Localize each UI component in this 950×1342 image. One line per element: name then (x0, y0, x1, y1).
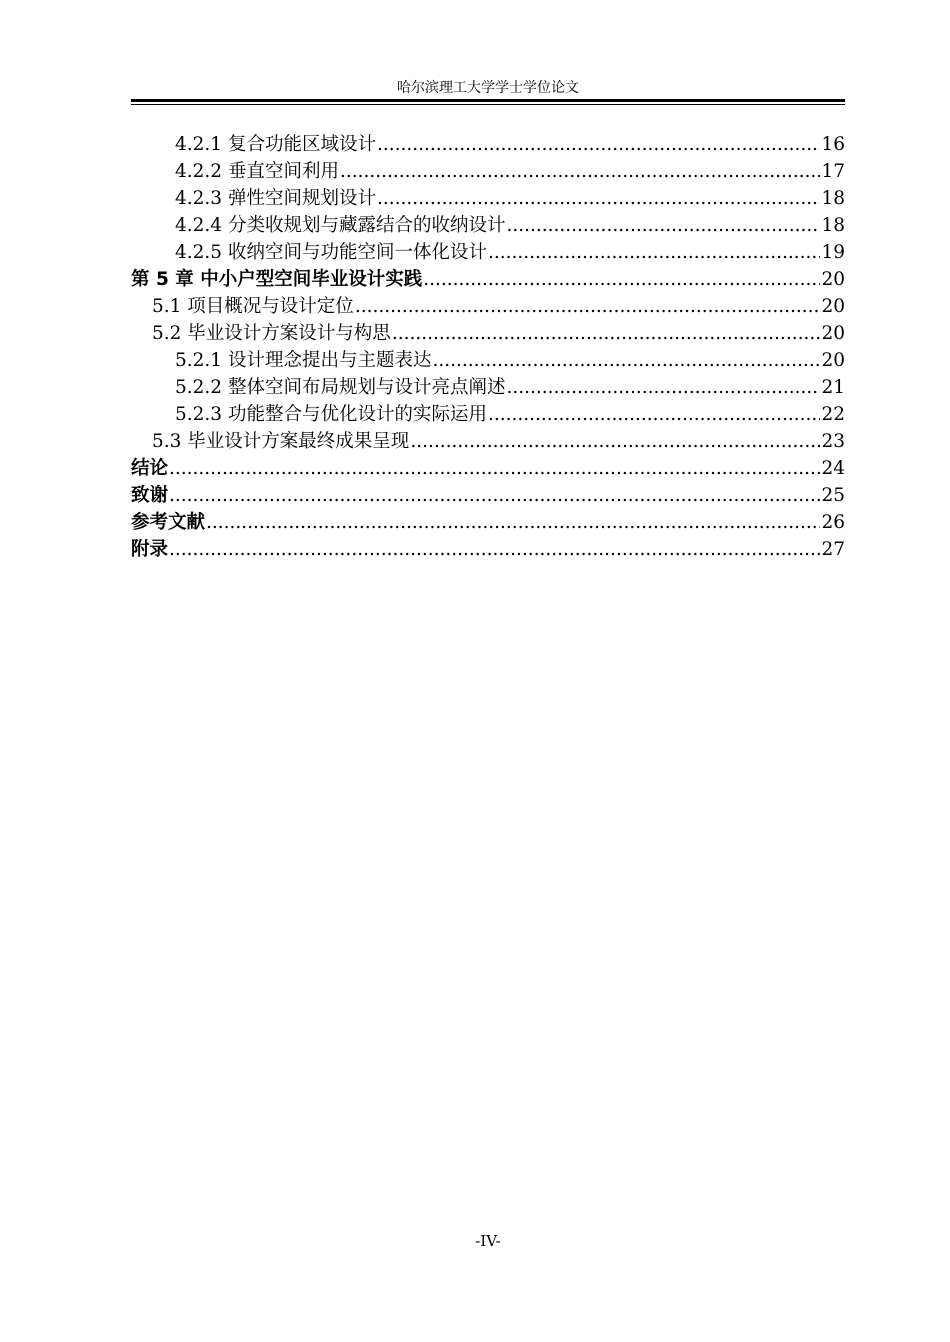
toc-entry-page-number: 20 (821, 296, 845, 317)
toc-entry-page-number: 16 (821, 134, 845, 155)
toc-dot-leader (506, 374, 820, 401)
toc-entry-page-number: 19 (821, 242, 845, 263)
toc-entry[interactable] (131, 482, 845, 509)
toc-dot-leader (377, 185, 820, 212)
toc-entry-page-number: 20 (821, 350, 845, 371)
toc-entry[interactable] (131, 374, 845, 401)
toc-dot-leader (377, 131, 820, 158)
toc-dot-leader (340, 158, 820, 185)
toc-entry-page-number: 17 (821, 161, 845, 182)
page-number: -IV- (475, 1232, 501, 1250)
toc-entry[interactable] (131, 401, 845, 428)
header-rule-thin (131, 104, 845, 105)
toc-entry[interactable] (131, 266, 845, 293)
toc-entry-page-number: 20 (821, 323, 845, 344)
toc-entry-page-number: 18 (821, 188, 845, 209)
toc-dot-leader (392, 320, 821, 347)
toc-entry[interactable] (131, 212, 845, 239)
toc-entry-page-number: 21 (821, 377, 845, 398)
toc-entry[interactable] (131, 239, 845, 266)
toc-entry-label: 5.2.3 功能整合与优化设计的实际运用 (175, 404, 487, 425)
toc-entry-label: 5.2 毕业设计方案设计与构思 (152, 323, 391, 344)
toc-entry[interactable] (131, 509, 845, 536)
toc-entry[interactable] (131, 320, 845, 347)
toc-dot-leader (169, 482, 820, 509)
toc-entry-label: 5.2.1 设计理念提出与主题表达 (175, 350, 432, 371)
header-rule-thick (131, 99, 845, 102)
toc-entry[interactable] (131, 536, 845, 563)
toc-entry-label: 参考文献 (131, 512, 206, 533)
toc-dot-leader (169, 536, 820, 563)
toc-entry-label: 5.1 项目概况与设计定位 (152, 296, 354, 317)
toc-entry-label: 4.2.2 垂直空间利用 (175, 161, 339, 182)
toc-entry[interactable] (131, 428, 845, 455)
toc-entry-page-number: 18 (821, 215, 845, 236)
toc-dot-leader (423, 266, 820, 293)
toc-dot-leader (432, 347, 820, 374)
toc-entry-label: 附录 (131, 539, 169, 560)
toc-entry-page-number: 27 (821, 539, 845, 560)
toc-entry-label: 4.2.3 弹性空间规划设计 (175, 188, 376, 209)
toc-entry-label: 致谢 (131, 485, 169, 506)
toc-entry-label: 4.2.5 收纳空间与功能空间一体化设计 (175, 242, 487, 263)
toc-entry-label: 结论 (131, 458, 169, 479)
toc-entry-label: 5.2.2 整体空间布局规划与设计亮点阐述 (175, 377, 506, 398)
toc-dot-leader (410, 428, 820, 455)
toc-dot-leader (488, 401, 820, 428)
toc-entry[interactable] (131, 455, 845, 482)
table-of-contents (131, 131, 845, 563)
toc-entry-label: 4.2.1 复合功能区域设计 (175, 134, 376, 155)
toc-dot-leader (506, 212, 820, 239)
toc-entry-label: 5.3 毕业设计方案最终成果呈现 (152, 431, 410, 452)
toc-entry-page-number: 26 (821, 512, 845, 533)
toc-entry[interactable] (131, 158, 845, 185)
toc-dot-leader (355, 293, 821, 320)
toc-dot-leader (488, 239, 820, 266)
toc-entry[interactable] (131, 131, 845, 158)
toc-entry-page-number: 22 (821, 404, 845, 425)
toc-entry-page-number: 23 (821, 431, 845, 452)
toc-entry-page-number: 20 (821, 269, 845, 290)
toc-entry[interactable] (131, 185, 845, 212)
toc-dot-leader (169, 455, 820, 482)
toc-dot-leader (206, 509, 820, 536)
running-header-title: 哈尔滨理工大学学士学位论文 (397, 80, 579, 96)
toc-entry-label: 第 5 章 中小户型空间毕业设计实践 (131, 269, 423, 290)
toc-entry[interactable] (131, 347, 845, 374)
toc-entry-label: 4.2.4 分类收规划与藏露结合的收纳设计 (175, 215, 506, 236)
toc-entry[interactable] (131, 293, 845, 320)
toc-entry-page-number: 25 (821, 485, 845, 506)
toc-entry-page-number: 24 (821, 458, 845, 479)
